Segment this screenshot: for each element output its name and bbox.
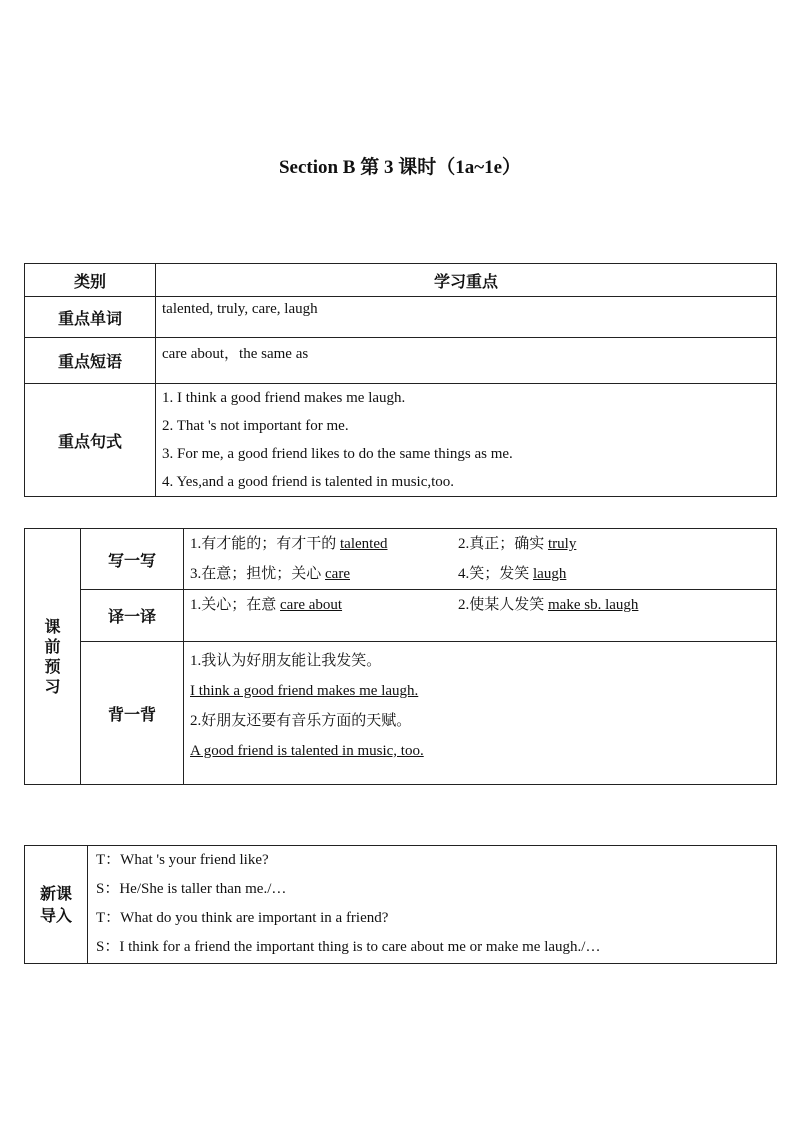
translate-item-1: 1.关心；在意 care about xyxy=(190,597,343,613)
dialogue-line: S：He/She is taller than me./… xyxy=(96,881,287,897)
sentence-item: 4. Yes,and a good friend is talented in music,too. xyxy=(162,474,455,490)
write-exercises xyxy=(184,529,777,590)
key-words: talented, truly, care, laugh xyxy=(156,297,777,338)
sentence-item: 3. For me, a good friend likes to do the same things as me. xyxy=(162,446,513,462)
lead-in-table xyxy=(24,845,777,964)
dialogue-line: T：What do you think are important in a friend? xyxy=(96,910,389,926)
key-phrases: care about，the same as xyxy=(156,338,777,384)
lead-in-dialogue xyxy=(88,846,777,964)
words-label: 重点单词 xyxy=(25,297,156,338)
sentence-item: 1. I think a good friend makes me laugh. xyxy=(162,390,406,406)
header-category: 类别 xyxy=(25,264,156,297)
sentence-item: 2. That 's not important for me. xyxy=(162,418,349,434)
write-item-3: 3.在意；担忧；关心 care xyxy=(190,566,350,582)
recite-prompt-2: 2.好朋友还要有音乐方面的天赋。 xyxy=(190,713,412,729)
recite-answer-2: A good friend is talented in music, too. xyxy=(190,743,424,759)
recite-answer-1: I think a good friend makes me laugh. xyxy=(190,683,419,699)
header-focus: 学习重点 xyxy=(156,264,777,297)
phrases-label: 重点短语 xyxy=(25,338,156,384)
recite-exercises xyxy=(184,642,777,785)
preview-table xyxy=(24,528,777,785)
dialogue-line: T：What 's your friend like? xyxy=(96,852,269,868)
dialogue-line: S：I think for a friend the important thing is to care about me or make me laugh./… xyxy=(96,939,601,955)
translate-label: 译一译 xyxy=(81,590,184,642)
preview-section-cell xyxy=(25,529,81,785)
recite-prompt-1: 1.我认为好朋友能让我发笑。 xyxy=(190,653,382,669)
write-item-1: 1.有才能的；有才干的 talented xyxy=(190,536,388,552)
translate-item-2: 2.使某人发笑 make sb. laugh xyxy=(458,597,639,613)
write-item-4: 4.笑；发笑 laugh xyxy=(458,566,567,582)
lead-in-label: 新课导入 xyxy=(39,883,72,925)
sentences-label: 重点句式 xyxy=(25,384,156,497)
focus-table xyxy=(24,263,777,497)
recite-label: 背一背 xyxy=(81,642,184,785)
lead-in-label-cell xyxy=(25,846,88,964)
key-sentences xyxy=(156,384,777,497)
write-label: 写一写 xyxy=(81,529,184,590)
preview-section-label: 课前预习 xyxy=(44,616,61,696)
translate-exercises xyxy=(184,590,777,642)
page-title: Section B 第 3 课时（1a~1e） xyxy=(278,157,522,178)
write-item-2: 2.真正；确实 truly xyxy=(458,536,577,552)
